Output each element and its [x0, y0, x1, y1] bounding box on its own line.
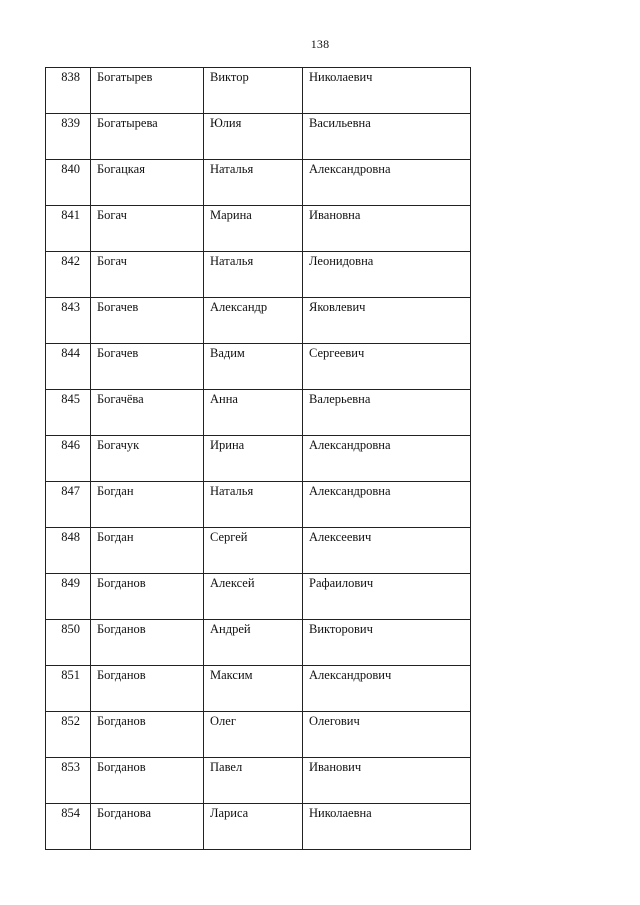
table-row	[46, 528, 471, 574]
patronymic-cell: Валерьевна	[303, 390, 471, 436]
row-number-cell: 849	[46, 574, 91, 620]
first-name-cell: Олег	[204, 712, 303, 758]
surname-cell: Богачёва	[91, 390, 204, 436]
surname-cell: Богачев	[91, 298, 204, 344]
first-name-cell: Наталья	[204, 252, 303, 298]
surname-cell: Богдан	[91, 482, 204, 528]
table-row	[46, 712, 471, 758]
names-table-body	[46, 68, 471, 850]
surname-cell: Богданов	[91, 666, 204, 712]
row-number-cell: 853	[46, 758, 91, 804]
patronymic-cell: Николаевич	[303, 68, 471, 114]
table-row	[46, 804, 471, 850]
row-number-cell: 844	[46, 344, 91, 390]
table-row	[46, 620, 471, 666]
first-name-cell: Александр	[204, 298, 303, 344]
surname-cell: Богданов	[91, 574, 204, 620]
table-row	[46, 114, 471, 160]
first-name-cell: Вадим	[204, 344, 303, 390]
table-row	[46, 482, 471, 528]
table-row	[46, 206, 471, 252]
table-row	[46, 574, 471, 620]
surname-cell: Богачук	[91, 436, 204, 482]
first-name-cell: Максим	[204, 666, 303, 712]
patronymic-cell: Леонидовна	[303, 252, 471, 298]
surname-cell: Богач	[91, 252, 204, 298]
surname-cell: Богатырева	[91, 114, 204, 160]
table-row	[46, 344, 471, 390]
first-name-cell: Виктор	[204, 68, 303, 114]
surname-cell: Богач	[91, 206, 204, 252]
patronymic-cell: Алексеевич	[303, 528, 471, 574]
patronymic-cell: Сергеевич	[303, 344, 471, 390]
table-row	[46, 298, 471, 344]
table-row	[46, 68, 471, 114]
row-number-cell: 847	[46, 482, 91, 528]
patronymic-cell: Александровна	[303, 482, 471, 528]
patronymic-cell: Яковлевич	[303, 298, 471, 344]
patronymic-cell: Николаевна	[303, 804, 471, 850]
surname-cell: Богдан	[91, 528, 204, 574]
surname-cell: Богданов	[91, 620, 204, 666]
surname-cell: Богданов	[91, 712, 204, 758]
names-table	[45, 67, 471, 850]
surname-cell: Богданова	[91, 804, 204, 850]
page-number: 138	[310, 37, 330, 51]
first-name-cell: Ирина	[204, 436, 303, 482]
patronymic-cell: Ивановна	[303, 206, 471, 252]
row-number-cell: 843	[46, 298, 91, 344]
surname-cell: Богданов	[91, 758, 204, 804]
surname-cell: Богачев	[91, 344, 204, 390]
first-name-cell: Марина	[204, 206, 303, 252]
patronymic-cell: Александрович	[303, 666, 471, 712]
row-number-cell: 846	[46, 436, 91, 482]
first-name-cell: Андрей	[204, 620, 303, 666]
patronymic-cell: Васильевна	[303, 114, 471, 160]
row-number-cell: 838	[46, 68, 91, 114]
table-row	[46, 160, 471, 206]
patronymic-cell: Александровна	[303, 160, 471, 206]
first-name-cell: Анна	[204, 390, 303, 436]
row-number-cell: 842	[46, 252, 91, 298]
table-row	[46, 758, 471, 804]
row-number-cell: 845	[46, 390, 91, 436]
table-row	[46, 666, 471, 712]
surname-cell: Богатырев	[91, 68, 204, 114]
row-number-cell: 854	[46, 804, 91, 850]
first-name-cell: Алексей	[204, 574, 303, 620]
row-number-cell: 850	[46, 620, 91, 666]
patronymic-cell: Рафаилович	[303, 574, 471, 620]
table-row	[46, 390, 471, 436]
patronymic-cell: Иванович	[303, 758, 471, 804]
row-number-cell: 841	[46, 206, 91, 252]
row-number-cell: 851	[46, 666, 91, 712]
row-number-cell: 852	[46, 712, 91, 758]
first-name-cell: Наталья	[204, 160, 303, 206]
table-row	[46, 252, 471, 298]
patronymic-cell: Олегович	[303, 712, 471, 758]
first-name-cell: Наталья	[204, 482, 303, 528]
patronymic-cell: Александровна	[303, 436, 471, 482]
first-name-cell: Юлия	[204, 114, 303, 160]
first-name-cell: Павел	[204, 758, 303, 804]
row-number-cell: 840	[46, 160, 91, 206]
patronymic-cell: Викторович	[303, 620, 471, 666]
first-name-cell: Сергей	[204, 528, 303, 574]
surname-cell: Богацкая	[91, 160, 204, 206]
row-number-cell: 848	[46, 528, 91, 574]
row-number-cell: 839	[46, 114, 91, 160]
first-name-cell: Лариса	[204, 804, 303, 850]
table-row	[46, 436, 471, 482]
